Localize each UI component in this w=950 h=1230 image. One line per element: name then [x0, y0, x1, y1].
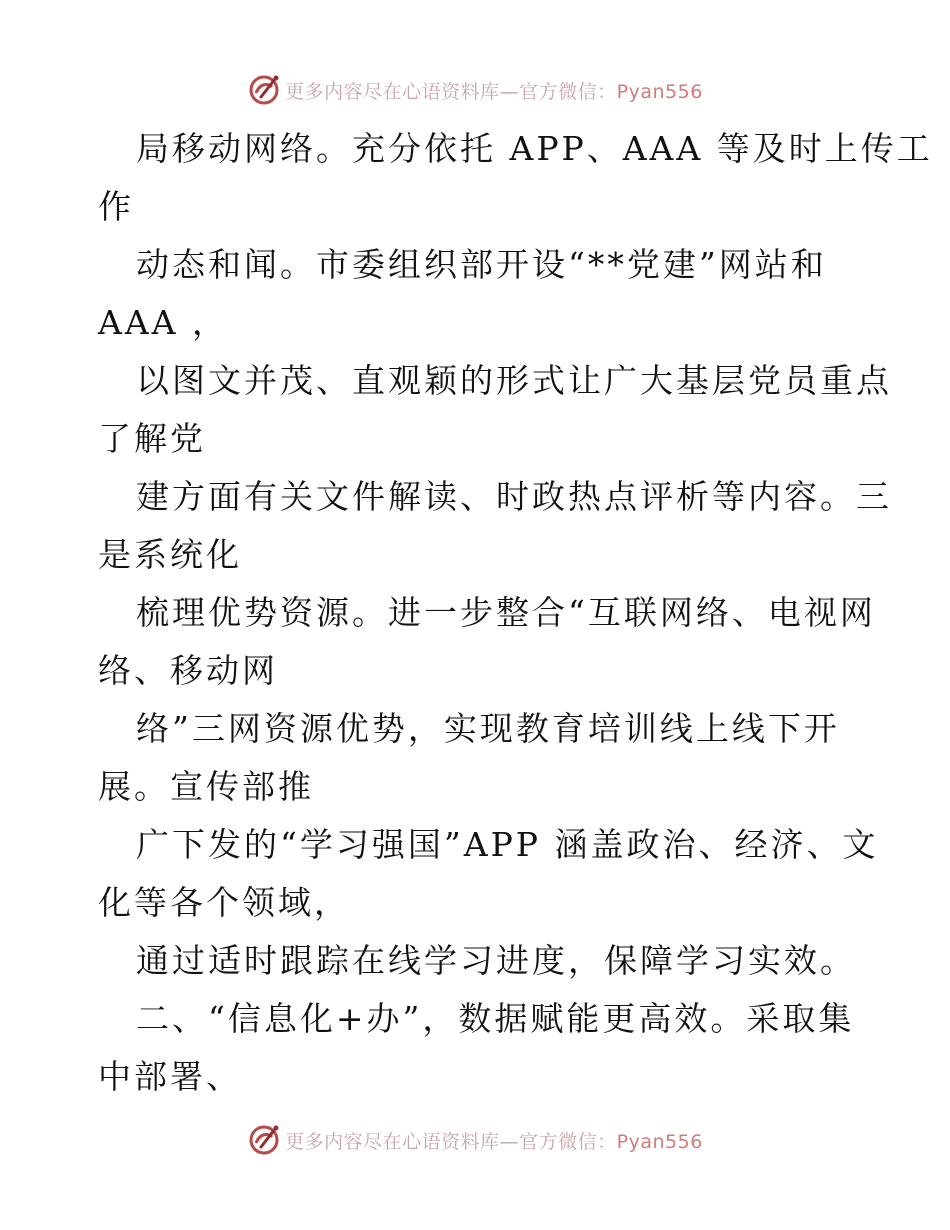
watermark-logo-icon [247, 1123, 281, 1157]
text-line: 建方面有关文件解读、时政热点评析等内容。三 [136, 477, 892, 516]
text-line: 广下发的“学习强国”APP 涵盖政治、经济、文 [136, 825, 879, 864]
text-line: 作 [98, 187, 134, 226]
watermark-id: Pyan556 [616, 1130, 703, 1153]
text-line: 以图文并茂、直观颖的形式让广大基层党员重点 [136, 361, 892, 400]
text-line: 梳理优势资源。进一步整合“互联网络、电视网 [136, 593, 876, 632]
text-line: 局移动网络。充分依托 APP、AAA 等及时上传工 [136, 129, 933, 168]
text-line: 是系统化 [98, 535, 242, 574]
document-body [98, 120, 933, 1106]
text-line: 络、移动网 [98, 651, 278, 690]
text-line: 展。宣传部推 [98, 767, 314, 806]
text-line: 二、“信息化+办”，数据赋能更高效。采取集 [136, 999, 855, 1038]
header-watermark [0, 70, 950, 110]
text-line: 了解党 [98, 419, 206, 458]
text-line: AAA ， [98, 303, 228, 342]
watermark-text: 更多内容尽在心语资料库—官方微信：Pyan556 [285, 80, 703, 103]
text-line: 通过适时跟踪在线学习进度，保障学习实效。 [136, 941, 856, 980]
footer-watermark [0, 1120, 950, 1160]
watermark-logo-icon [247, 73, 281, 107]
text-line: 动态和闻。市委组织部开设“**党建”网站和 [136, 245, 827, 284]
watermark-text: 更多内容尽在心语资料库—官方微信：Pyan556 [285, 1130, 703, 1153]
text-line: 络”三网资源优势，实现教育培训线上线下开 [136, 709, 840, 748]
text-line: 中部署、 [98, 1057, 242, 1096]
watermark-id: Pyan556 [616, 80, 703, 103]
text-line: 化等各个领域， [98, 883, 350, 922]
